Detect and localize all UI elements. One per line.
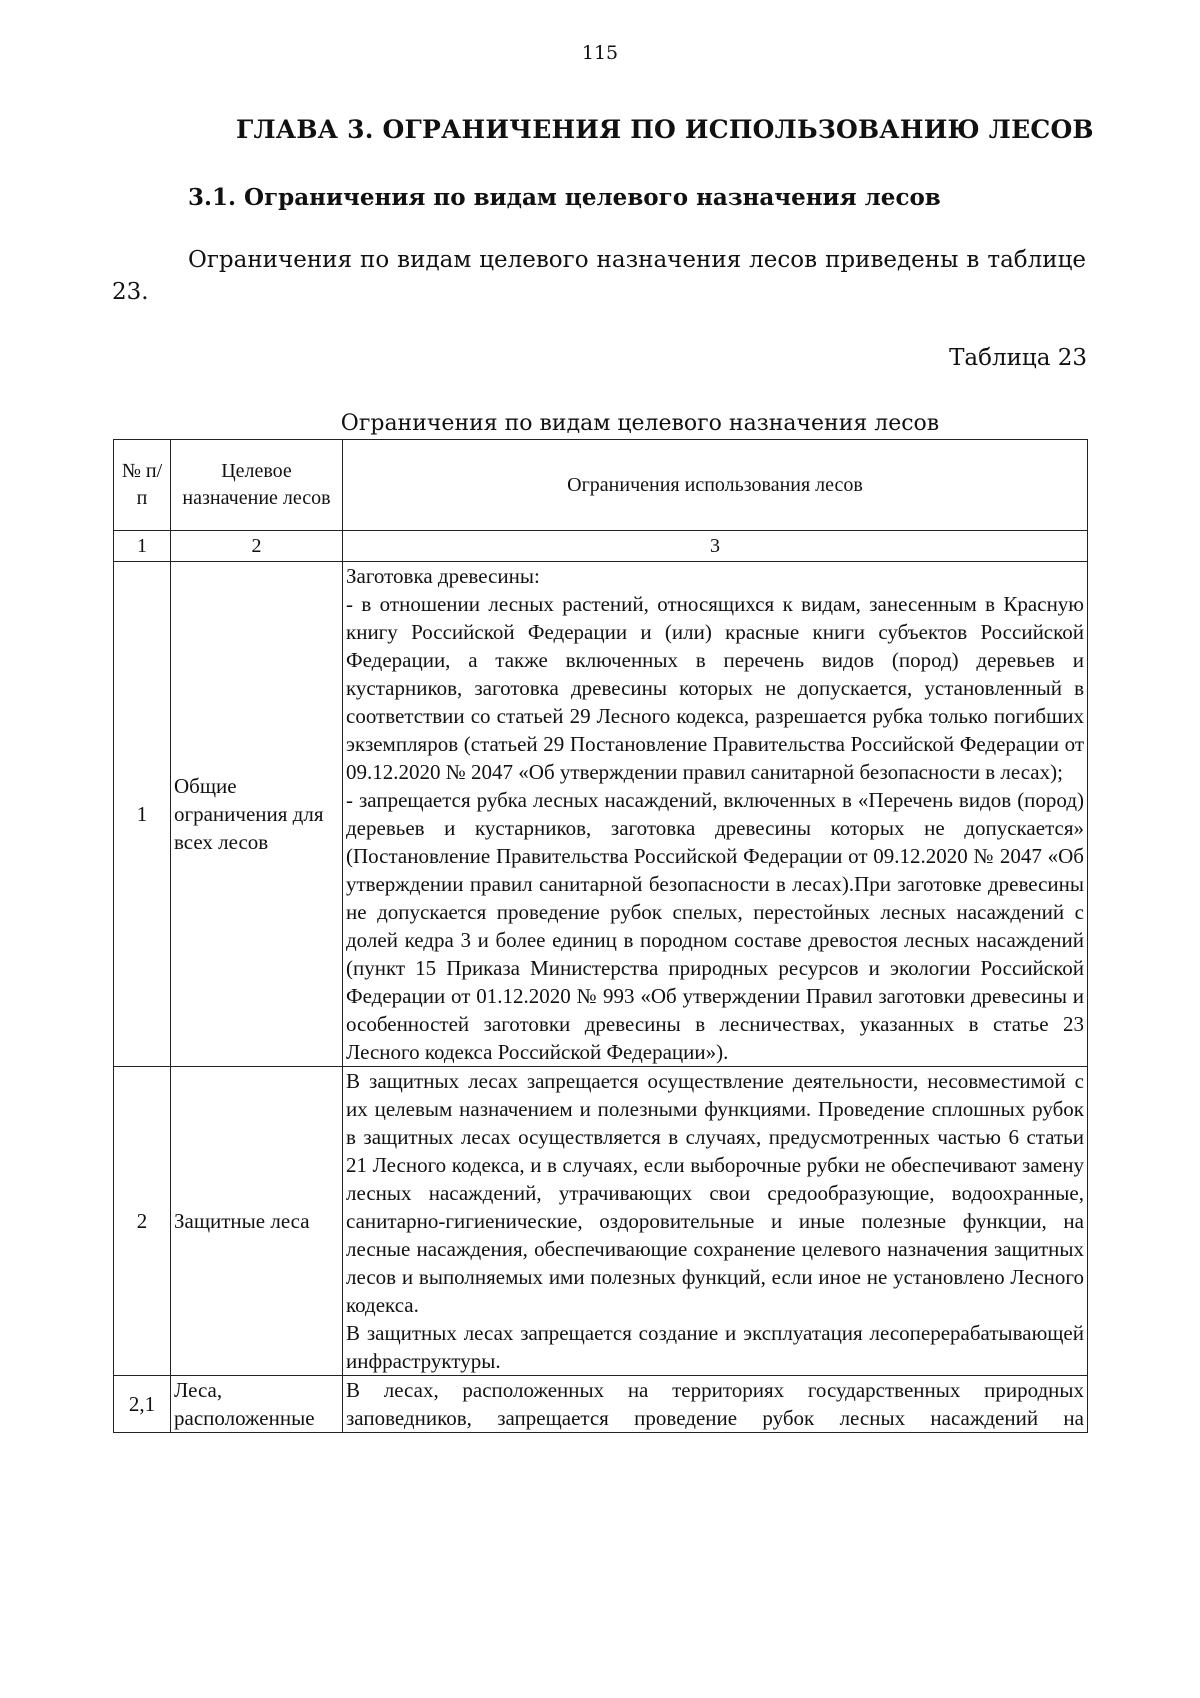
header-purpose: Целевое назначение лесов (171, 440, 343, 531)
restriction-paragraph: В лесах, расположенных на территориях государственных природных заповедников, запрещается проведение рубок лесных насаждений на (346, 1378, 1084, 1430)
table-label: Таблица 23 (949, 345, 1087, 371)
chapter-title: ГЛАВА 3. ОГРАНИЧЕНИЯ ПО ИСПОЛЬЗОВАНИЮ ЛЕСОВ (236, 115, 1094, 144)
restrictions-table (113, 439, 1088, 1433)
row-number: 1 (114, 562, 171, 1067)
row-restrictions (343, 1067, 1088, 1376)
row-restrictions (343, 1376, 1088, 1433)
restriction-paragraph: В защитных лесах запрещается осуществление деятельности, несовместимой с их целевым назначением и полезными функциями. Проведение сплошных рубок в защитных лесах осуществляется в случаях, предусмотренных частью 6 статьи 21 Лесного кодекса, и в случаях, если выборочные рубки не обеспечивают замену лесных насаждений, утрачивающих свои средообразующие, водоохранные, санитарно-гигиенические, оздоровительные и иные полезные функции, на лесные насаждения, обеспечивающие сохранение целевого назначения защитных лесов и выполняемых ими полезных функций, если иное не установлено Лесного кодекса. (346, 1069, 1084, 1317)
row-purpose: Защитные леса (171, 1067, 343, 1376)
header-num: № п/п (114, 440, 171, 531)
restriction-paragraph: - в отношении лесных растений, относящихся к видам, занесенным в Красную книгу Российской Федерации и (или) красные книги субъектов Российской Федерации, а также включенных в перечень видов (пород) деревьев и кустарников, заготовка древесины которых не допускается, установленный в соответствии со статьей 29 Лесного кодекса, разрешается рубка только погибших экземпляров (статьей 29 Постановление Правительства Российской Федерации от 09.12.2020 № 2047 «Об утверждении правил санитарной безопасности в лесах); (346, 592, 1084, 784)
section-title: 3.1. Ограничения по видам целевого назначения лесов (188, 184, 941, 211)
header-restrictions: Ограничения использования лесов (343, 440, 1088, 531)
row-restrictions (343, 562, 1088, 1067)
row-number: 2,1 (114, 1376, 171, 1433)
column-number: 1 (114, 531, 171, 562)
column-number: 2 (171, 531, 343, 562)
restriction-paragraph: - запрещается рубка лесных насаждений, включенных в «Перечень видов (пород) деревьев и кустарников, заготовка древесины которых не допускается» (Постановление Правительства Российской Федерации от 09.12.2020 № 2047 «Об утверждении правил санитарной безопасности в лесах).При заготовке древесины не допускается проведение рубок спелых, перестойных лесных насаждений с долей кедра 3 и более единиц в породном составе древостоя лесных насаждений (пункт 15 Приказа Министерства природных ресурсов и экологии Российской Федерации от 01.12.2020 № 993 «Об утверждении Правил заготовки древесины и особенностей заготовки древесины в лесничествах, указанных в статье 23 Лесного кодекса Российской Федерации»). (346, 788, 1084, 1064)
table-row (114, 1376, 1088, 1433)
row-purpose: Общие ограничения для всех лесов (171, 562, 343, 1067)
table-row (114, 1067, 1088, 1376)
table-caption: Ограничения по видам целевого назначения лесов (340, 411, 940, 436)
table-row (114, 562, 1088, 1067)
column-number: 3 (343, 531, 1088, 562)
row-purpose: Леса, расположенные (171, 1376, 343, 1433)
restriction-paragraph: Заготовка древесины: (346, 564, 540, 588)
restriction-paragraph: В защитных лесах запрещается создание и эксплуатация лесоперерабатывающей инфраструктуры. (346, 1321, 1084, 1373)
column-number-row (114, 531, 1088, 562)
table-header-row (114, 440, 1088, 531)
intro-paragraph: Ограничения по видам целевого назначения лесов приведены в таблице 23. (112, 247, 1086, 305)
row-number: 2 (114, 1067, 171, 1376)
page-number: 115 (581, 42, 619, 64)
